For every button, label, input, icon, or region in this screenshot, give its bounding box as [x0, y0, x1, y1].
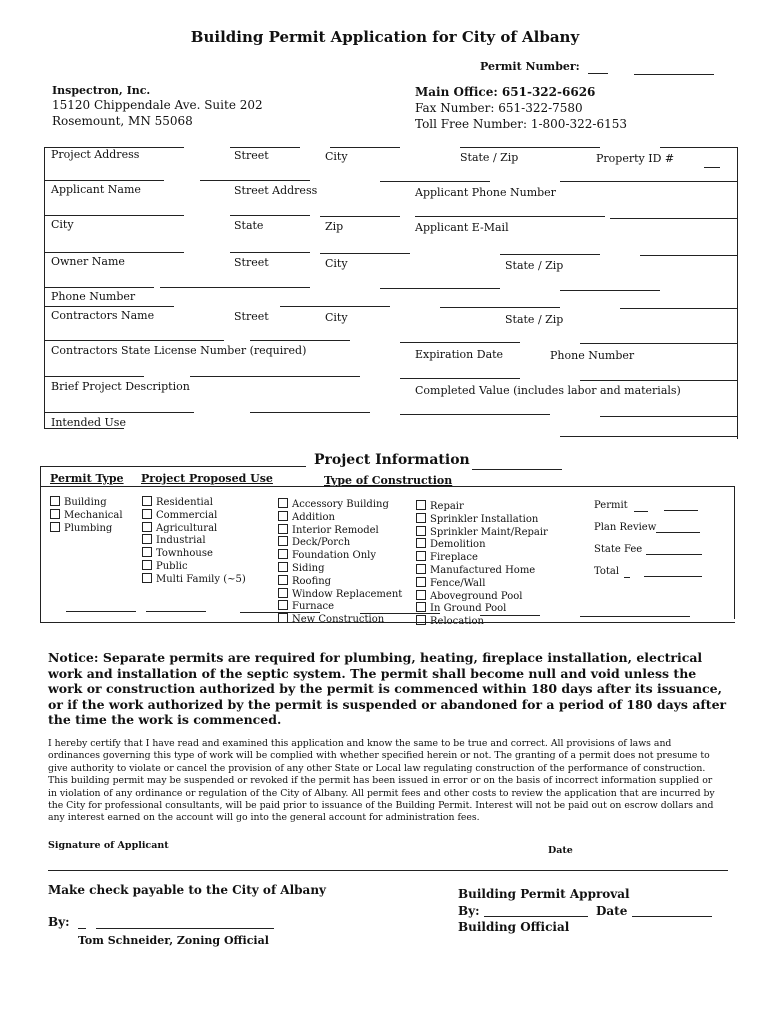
permit-number-field[interactable]: [634, 62, 714, 75]
checkbox-icon[interactable]: [416, 500, 426, 510]
page-title: Building Permit Application for City of Albany: [190, 28, 580, 46]
payment-by-field[interactable]: [96, 916, 274, 929]
checkbox-icon[interactable]: [278, 511, 288, 521]
permit-type-list: [50, 496, 123, 534]
checkbox-icon[interactable]: [50, 496, 60, 506]
check-payable-note: Make check payable to the City of Albany: [48, 883, 327, 897]
intended-use-label: Intended Use: [51, 416, 126, 429]
toll-free-number: Toll Free Number: 1-800-322-6153: [415, 117, 627, 131]
checkbox-icon[interactable]: [142, 547, 152, 557]
proposed-use-option[interactable]: Townhouse: [142, 547, 246, 560]
signature-field[interactable]: [200, 842, 520, 854]
contractors-name-label: Contractors Name: [51, 309, 155, 322]
proposed-use-list: [142, 496, 246, 586]
checkbox-icon[interactable]: [142, 522, 152, 532]
proposed-use-option[interactable]: Agricultural: [142, 522, 246, 535]
checkbox-icon[interactable]: [416, 526, 426, 536]
checkbox-icon[interactable]: [142, 509, 152, 519]
checkbox-icon[interactable]: [416, 538, 426, 548]
approval-by-label: By:: [458, 904, 480, 918]
checkbox-icon[interactable]: [416, 577, 426, 587]
street-address-label: Street Address: [234, 184, 318, 197]
property-id-label: Property ID #: [596, 152, 675, 165]
fee-permit-label: Permit: [594, 500, 628, 511]
checkbox-icon[interactable]: [416, 615, 426, 625]
fee-total-label: Total: [594, 566, 620, 577]
applicant-email-label: Applicant E-Mail: [415, 221, 509, 234]
checkbox-icon[interactable]: [142, 573, 152, 583]
contractor-phone-label: Phone Number: [550, 349, 635, 362]
checkbox-icon[interactable]: [278, 588, 288, 598]
proposed-use-option[interactable]: Commercial: [142, 509, 246, 522]
construction-option[interactable]: Sprinkler Installation: [416, 513, 548, 526]
project-street-label: Street: [234, 149, 269, 162]
applicant-city-label: City: [51, 218, 74, 231]
construction-option[interactable]: Accessory Building: [278, 498, 402, 511]
construction-option[interactable]: Fence/Wall: [416, 577, 548, 590]
permit-number-label: Permit Number:: [480, 60, 580, 73]
applicant-zip-label: Zip: [325, 220, 344, 233]
proposed-use-option[interactable]: Industrial: [142, 534, 246, 547]
construction-option[interactable]: New Construction: [278, 613, 402, 626]
owner-street-label: Street: [234, 256, 269, 269]
proposed-use-option[interactable]: Residential: [142, 496, 246, 509]
license-label: Contractors State License Number (required): [51, 344, 307, 357]
checkbox-icon[interactable]: [278, 562, 288, 572]
checkbox-icon[interactable]: [416, 513, 426, 523]
permit-type-option[interactable]: Plumbing: [50, 522, 123, 535]
inspector-address-1: 15120 Chippendale Ave. Suite 202: [52, 98, 263, 112]
approval-date-label: Date: [596, 904, 628, 918]
checkbox-icon[interactable]: [278, 536, 288, 546]
permit-type-heading: Permit Type: [50, 472, 124, 485]
owner-state-zip-label: State / Zip: [505, 259, 564, 272]
construction-option[interactable]: In Ground Pool: [416, 602, 548, 615]
project-info-heading: Project Information: [314, 452, 470, 468]
checkbox-icon[interactable]: [416, 590, 426, 600]
checkbox-icon[interactable]: [416, 564, 426, 574]
payment-by-label: By:: [48, 915, 70, 929]
inspector-name: Inspectron, Inc.: [52, 84, 151, 97]
completed-value-label: Completed Value (includes labor and materials): [415, 384, 681, 397]
approval-by-field[interactable]: [484, 904, 588, 917]
construction-list-a: [278, 498, 402, 626]
expiration-label: Expiration Date: [415, 348, 504, 361]
project-city-label: City: [325, 150, 348, 163]
inspector-address-2: Rosemount, MN 55068: [52, 114, 193, 128]
fee-permit-field[interactable]: [664, 500, 698, 511]
construction-option[interactable]: Deck/Porch: [278, 536, 402, 549]
construction-option[interactable]: Siding: [278, 562, 402, 575]
approval-date-field[interactable]: [632, 904, 712, 917]
construction-option[interactable]: Repair: [416, 500, 548, 513]
checkbox-icon[interactable]: [278, 549, 288, 559]
construction-option[interactable]: Furnace: [278, 600, 402, 613]
certification-text: I hereby certify that I have read and examined this application and know the same to be true and correct. All provisions of laws and ordinances governing this type of work will be complied with whether specified herein or not. The granting of a permit does not presume to give authority to violate or cancel the provision of any other State or Local law regulating construction of the performance of construction. This building permit may be suspended or revoked if the permit has been issued in error or on the basis of incorrect information supplied or in violation of any ordinance or regulation of the City of Albany. All permit fees and other costs to review the application that are incurred by the City for professional consultants, will be paid prior to issuance of the Building Permit. Interest will not be paid out on escrow dollars and any interest earned on the account will go into the general account for administration fees.: [48, 738, 715, 824]
proposed-use-option[interactable]: Public: [142, 560, 246, 573]
construction-option[interactable]: Window Replacement: [278, 588, 402, 601]
checkbox-icon[interactable]: [50, 509, 60, 519]
contractor-street-label: Street: [234, 310, 269, 323]
construction-option[interactable]: Sprinkler Maint/Repair: [416, 526, 548, 539]
fee-total-field[interactable]: [644, 566, 702, 577]
fee-plan-review-field[interactable]: [656, 522, 700, 533]
checkbox-icon[interactable]: [278, 498, 288, 508]
proposed-use-option[interactable]: Multi Family (~5): [142, 573, 246, 586]
checkbox-icon[interactable]: [50, 522, 60, 532]
main-office: Main Office: 651-322-6626: [415, 85, 596, 99]
approval-heading: Building Permit Approval: [458, 887, 630, 901]
checkbox-icon[interactable]: [142, 534, 152, 544]
checkbox-icon[interactable]: [142, 560, 152, 570]
construction-option[interactable]: Demolition: [416, 538, 548, 551]
contractor-state-zip-label: State / Zip: [505, 313, 564, 326]
permit-type-option[interactable]: Mechanical: [50, 509, 123, 522]
checkbox-icon[interactable]: [142, 496, 152, 506]
zoning-official: Tom Schneider, Zoning Official: [78, 934, 269, 947]
construction-option[interactable]: Foundation Only: [278, 549, 402, 562]
construction-option[interactable]: Relocation: [416, 615, 548, 628]
construction-option[interactable]: Aboveground Pool: [416, 590, 548, 603]
construction-option[interactable]: Roofing: [278, 575, 402, 588]
project-state-zip-label: State / Zip: [460, 151, 519, 164]
owner-name-label: Owner Name: [51, 255, 125, 268]
checkbox-icon[interactable]: [278, 575, 288, 585]
construction-option[interactable]: Fireplace: [416, 551, 548, 564]
checkbox-icon[interactable]: [416, 551, 426, 561]
fax-number: Fax Number: 651-322-7580: [415, 101, 583, 115]
checkbox-icon[interactable]: [278, 524, 288, 534]
applicant-state-label: State: [234, 219, 264, 232]
fee-state-label: State Fee: [594, 544, 643, 555]
signature-label: Signature of Applicant: [48, 840, 169, 851]
owner-city-label: City: [325, 257, 348, 270]
checkbox-icon[interactable]: [416, 602, 426, 612]
construction-option[interactable]: Manufactured Home: [416, 564, 548, 577]
fee-state-field[interactable]: [646, 544, 702, 555]
notice-text: Notice: Separate permits are required for plumbing, heating, fireplace installation, electrical work and installation of the septic system. The permit shall become null and void unless the work or construction authorized by the permit is commenced within 180 days after its issuance, or if the work authorized by the permit is suspended or abandoned for a period of 180 days after the time the work is commenced.: [48, 650, 727, 727]
project-address-label: Project Address: [51, 148, 140, 161]
permit-type-option[interactable]: Building: [50, 496, 123, 509]
construction-option[interactable]: Interior Remodel: [278, 524, 402, 537]
applicant-phone-label: Applicant Phone Number: [415, 186, 556, 199]
proposed-use-heading: Project Proposed Use: [141, 472, 273, 485]
building-official: Building Official: [458, 920, 570, 934]
construction-list-b: [416, 500, 548, 628]
phone-number-label: Phone Number: [51, 290, 136, 303]
checkbox-icon[interactable]: [278, 600, 288, 610]
signature-date-label: Date: [548, 845, 573, 856]
applicant-name-label: Applicant Name: [51, 183, 141, 196]
construction-heading: Type of Construction: [324, 474, 453, 487]
construction-option[interactable]: Addition: [278, 511, 402, 524]
contractor-city-label: City: [325, 311, 348, 324]
brief-description-label: Brief Project Description: [51, 380, 190, 393]
fee-plan-review-label: Plan Review: [594, 522, 657, 533]
